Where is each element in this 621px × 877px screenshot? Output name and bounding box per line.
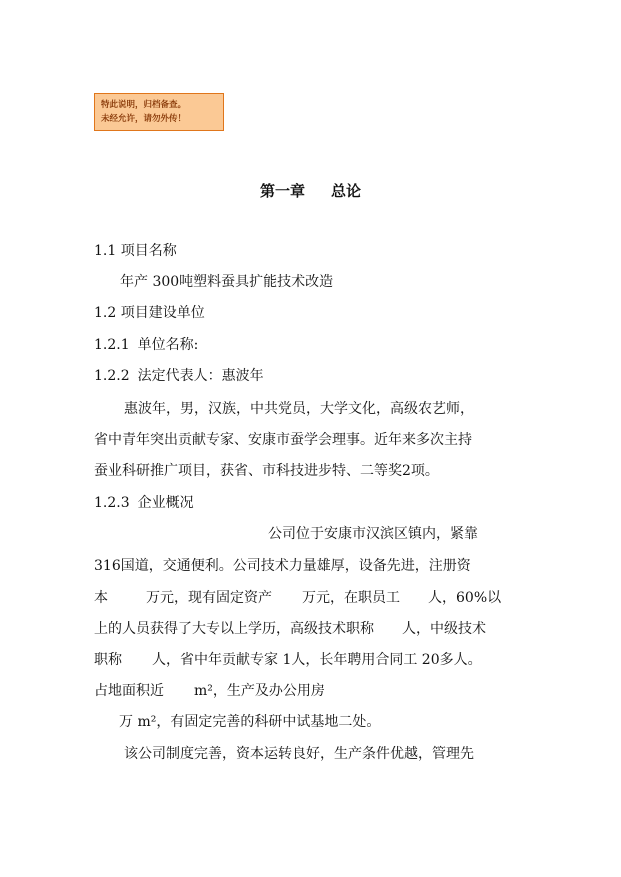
overview-line: 316国道，交通便利。公司技术力量雄厚，设备先进，注册资 bbox=[94, 558, 471, 574]
chapter-name: 总论 bbox=[331, 182, 362, 200]
overview-line bbox=[94, 620, 486, 638]
section-1-2-2-heading bbox=[94, 367, 264, 385]
text-fragment: 人，60%以 bbox=[428, 590, 502, 606]
bio-line: 蚕业科研推广项目，获省、市科技进步特、二等奖2项。 bbox=[94, 463, 439, 479]
section-1-2-3-label: 企业概况 bbox=[137, 495, 194, 511]
text-fragment: 本 bbox=[94, 590, 108, 606]
section-1-2-1-heading bbox=[94, 336, 198, 354]
overview-line: 公司位于安康市汉滨区镇内，紧靠 bbox=[268, 526, 478, 542]
notice-stamp bbox=[94, 93, 224, 131]
bio-line: 惠波年，男，汉族，中共党员，大学文化，高级农艺师， bbox=[124, 401, 474, 417]
section-1-2-3-number: 1.2.3 bbox=[94, 495, 130, 511]
section-1-2-heading: 1.2 项目建设单位 bbox=[94, 305, 205, 321]
text-fragment: 人，中级技术 bbox=[402, 621, 486, 637]
text-fragment: 上的人员获得了大专以上学历，高级技术职称 bbox=[94, 621, 374, 637]
text-fragment: 占地面积近 bbox=[94, 683, 164, 699]
overview-line bbox=[94, 589, 501, 607]
overview-line: 万 m²，有固定完善的科研中试基地二处。 bbox=[119, 714, 381, 730]
section-1-2-3-heading bbox=[94, 494, 194, 512]
section-1-2-1-label: 单位名称: bbox=[137, 337, 199, 353]
notice-line-1: 特此说明，归档备查。 bbox=[101, 100, 187, 110]
chapter-title bbox=[0, 180, 621, 201]
text-fragment: 万元，在职员工 bbox=[302, 590, 400, 606]
section-1-2-2-number: 1.2.2 bbox=[94, 368, 130, 384]
section-1-2-1-number: 1.2.1 bbox=[94, 337, 130, 353]
overview-line bbox=[94, 682, 325, 700]
overview-line: 该公司制度完善，资本运转良好，生产条件优越，管理先 bbox=[124, 746, 474, 762]
section-1-2-2-label: 法定代表人：惠波年 bbox=[137, 368, 264, 384]
project-name: 年产 300吨塑料蚕具扩能技术改造 bbox=[120, 274, 334, 290]
overview-line bbox=[94, 651, 482, 669]
chapter-number: 第一章 bbox=[259, 182, 305, 200]
text-fragment: m²，生产及办公用房 bbox=[194, 683, 325, 699]
text-fragment: 人，省中年贡献专家 1人，长年聘用合同工 20多人。 bbox=[152, 652, 482, 668]
notice-line-2: 未经允许，请勿外传！ bbox=[101, 114, 187, 124]
text-fragment: 职称 bbox=[94, 652, 122, 668]
text-fragment: 万元，现有固定资产 bbox=[146, 590, 272, 606]
bio-line: 省中青年突出贡献专家、安康市蚕学会理事。近年来多次主持 bbox=[94, 432, 472, 448]
section-1-1-heading: 1.1 项目名称 bbox=[94, 243, 177, 259]
